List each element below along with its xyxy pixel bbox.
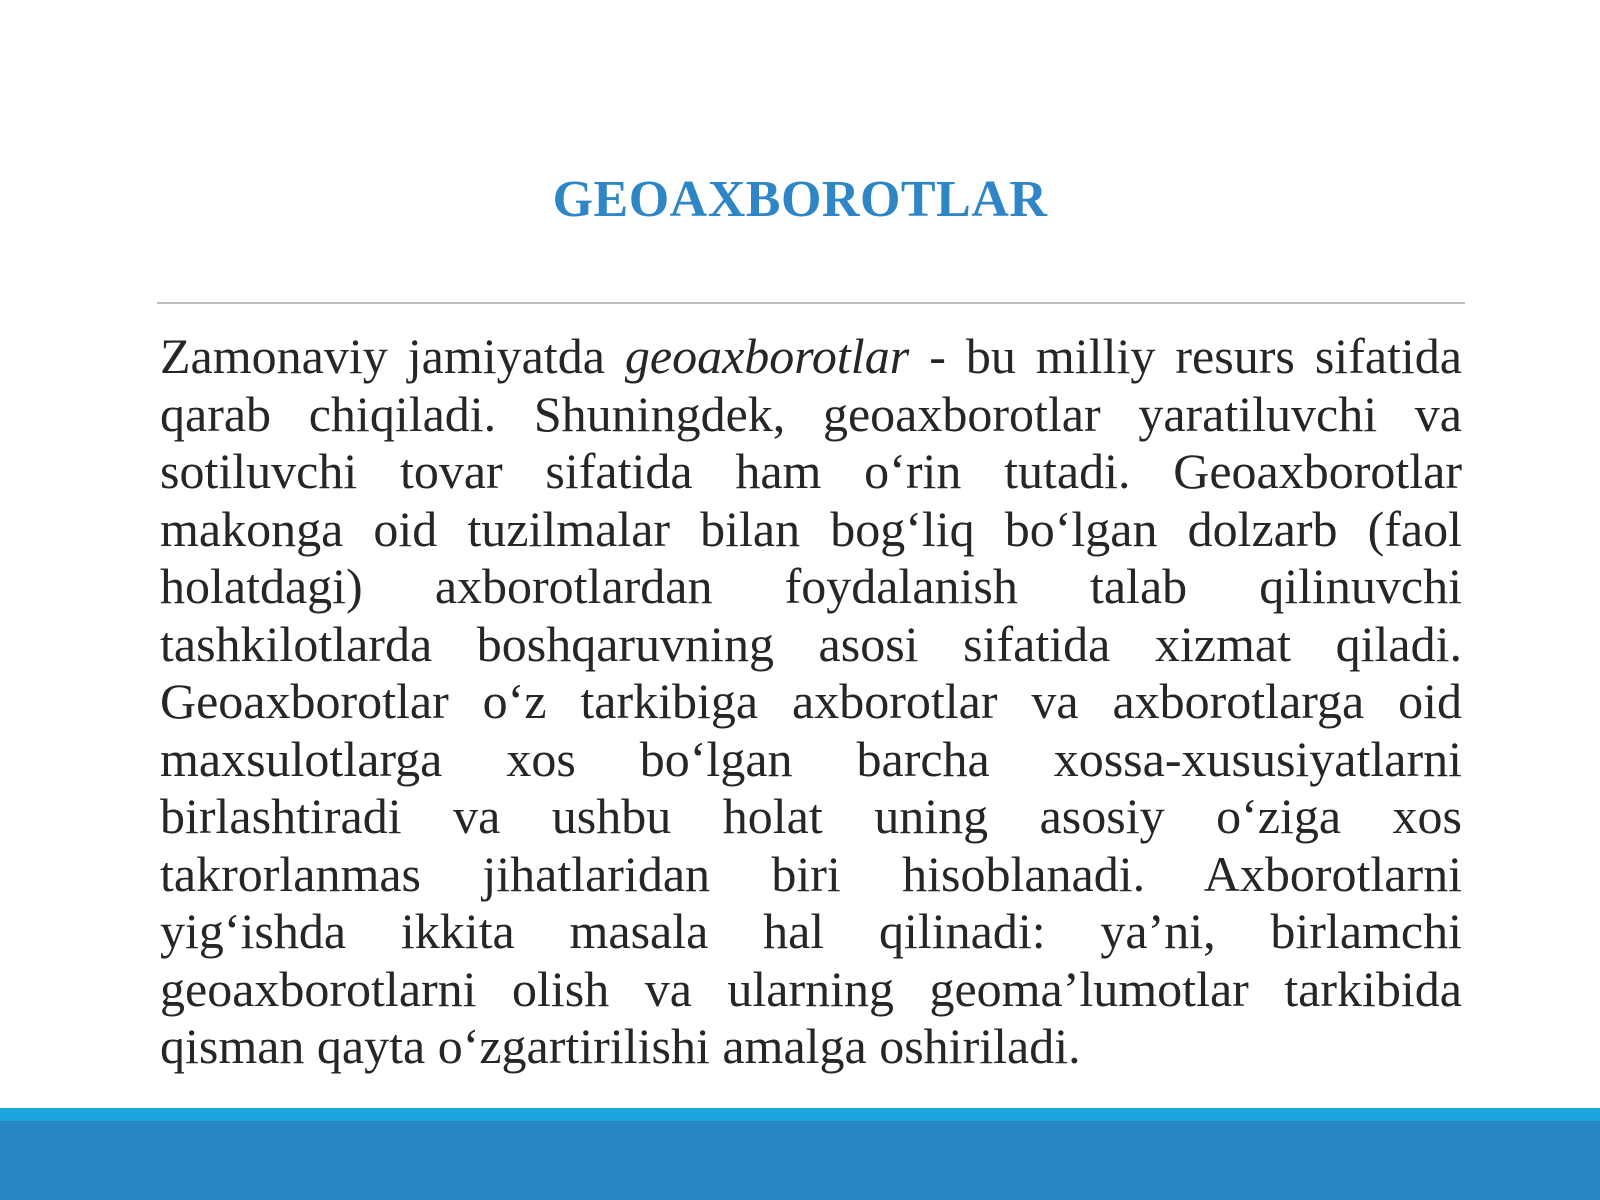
body-text-lead: Zamonaviy jamiyatda [160, 328, 625, 384]
slide-title: GEOAXBOROTLAR [552, 171, 1048, 228]
footer-band [0, 1121, 1600, 1200]
title-divider [157, 302, 1465, 304]
footer-accent-stripe [0, 1108, 1600, 1121]
body-text-rest: - bu milliy resurs sifatida qarab chiqiladi. Shuningdek, geoaxborotlar yaratiluvchi va sotiluvchi tovar sifatida ham o‘rin tutadi. Geoaxborotlar makonga oid tuzilmalar bilan bog‘liq bo‘lgan dolzarb (faol holatdagi) axborotlardan foydalanish talab qilinuvchi tashkilotlarda boshqaruvning asosi sifatida xizmat qiladi. Geoaxborotlar o‘z tarkibiga axborotlar va axborotlarga oid maxsulotlarga xos bo‘lgan barcha xossa-xususiyatlarni birlashtiradi va ushbu holat uning asosiy o‘ziga xos takrorlanmas jihatlaridan biri hisoblanadi. Axborotlarni yig‘ishda ikkita masala hal qilinadi: ya’ni, birlamchi geoaxborotlarni olish va ularning geoma’lumotlar tarkibida qisman qayta o‘zgartirilishi amalga oshiriladi. [160, 328, 1462, 1074]
body-paragraph [160, 328, 1462, 1076]
body-text-italic-term: geoaxborotlar [624, 328, 910, 384]
